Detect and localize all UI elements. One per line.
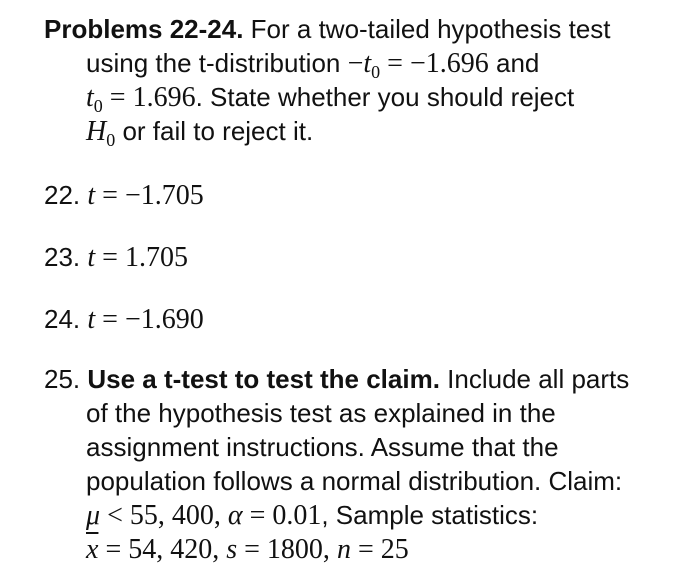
- alpha-value: = 0.01: [242, 500, 322, 531]
- problem-23-expression: [87, 242, 188, 273]
- mu-variable: μ: [86, 500, 101, 531]
- problem-25-line-1: [44, 362, 664, 396]
- s-value: = 1800,: [237, 534, 337, 565]
- problem-22: [44, 178, 204, 213]
- problem-24-value: = −1.690: [95, 304, 204, 335]
- zero-subscript: 0: [93, 96, 103, 116]
- t-variable: t: [87, 242, 96, 273]
- h0-expression: [86, 116, 116, 150]
- pos-critical-value: = 1.696: [102, 82, 196, 113]
- problem-23: [44, 240, 188, 275]
- xbar-value: = 54, 420,: [98, 534, 227, 565]
- intro-line-1: [44, 12, 664, 46]
- intro-text-2: using the t-distribution: [86, 48, 348, 78]
- neg-critical-value: = −1.696: [380, 48, 489, 79]
- problem-24-number: 24.: [44, 304, 88, 334]
- problem-24-expression: [87, 304, 203, 335]
- problem-22-value: = −1.705: [95, 180, 204, 211]
- h-variable: H: [86, 116, 107, 147]
- intro-text-1: For a two-tailed hypothesis test: [243, 14, 611, 44]
- t0-expression: [86, 82, 196, 116]
- claim-value: < 55, 400,: [100, 500, 228, 531]
- zero-subscript: 0: [106, 130, 116, 150]
- s-variable: s: [226, 534, 238, 565]
- problem-22-expression: [87, 180, 203, 211]
- problem-25-number: 25.: [44, 364, 88, 394]
- fail-text: or fail to reject it.: [115, 116, 314, 146]
- problem-25: [44, 362, 664, 566]
- problem-25-text-4: population follows a normal distribution. Claim:: [86, 466, 623, 496]
- problem-23-number: 23.: [44, 242, 88, 272]
- t-variable: t: [363, 48, 372, 79]
- problems-22-24-intro: [44, 12, 664, 148]
- t-variable: t: [87, 180, 96, 211]
- problem-25-line-6: [44, 532, 664, 566]
- n-variable: n: [336, 534, 351, 565]
- t-variable: t: [87, 304, 96, 335]
- problem-25-line-5: [44, 498, 664, 532]
- claim-expression: [86, 500, 321, 531]
- and-text: and: [488, 48, 540, 78]
- problems-22-24-heading: Problems 22-24.: [44, 14, 244, 44]
- sample-expression: [86, 534, 409, 565]
- problem-25-line-4: [44, 464, 664, 498]
- xbar-variable: $\overline{x}$: [86, 534, 99, 565]
- problem-22-number: 22.: [44, 180, 88, 210]
- zero-subscript: 0: [371, 62, 381, 82]
- intro-line-4: [44, 114, 664, 148]
- t-variable: t: [86, 82, 94, 113]
- intro-line-3: [44, 80, 664, 114]
- alpha-variable: α: [227, 500, 243, 531]
- state-text: . State whether you should reject: [195, 82, 575, 112]
- problem-25-text-3: assignment instructions. Assume that the: [86, 432, 559, 462]
- problem-25-line-3: [44, 430, 664, 464]
- problem-25-heading: Use a t-test to test the claim.: [87, 364, 440, 394]
- n-value: = 25: [350, 534, 409, 565]
- sample-statistics-text: , Sample statistics:: [321, 500, 539, 530]
- problem-23-value: = 1.705: [95, 242, 188, 273]
- neg-sign: −: [347, 48, 364, 79]
- problem-24: [44, 302, 204, 337]
- intro-line-2: [44, 46, 664, 80]
- problem-25-line-2: [44, 396, 664, 430]
- problem-25-text-1: Include all parts: [439, 364, 630, 394]
- neg-t0-expression: [347, 48, 489, 82]
- problem-25-text-2: of the hypothesis test as explained in the: [86, 398, 556, 428]
